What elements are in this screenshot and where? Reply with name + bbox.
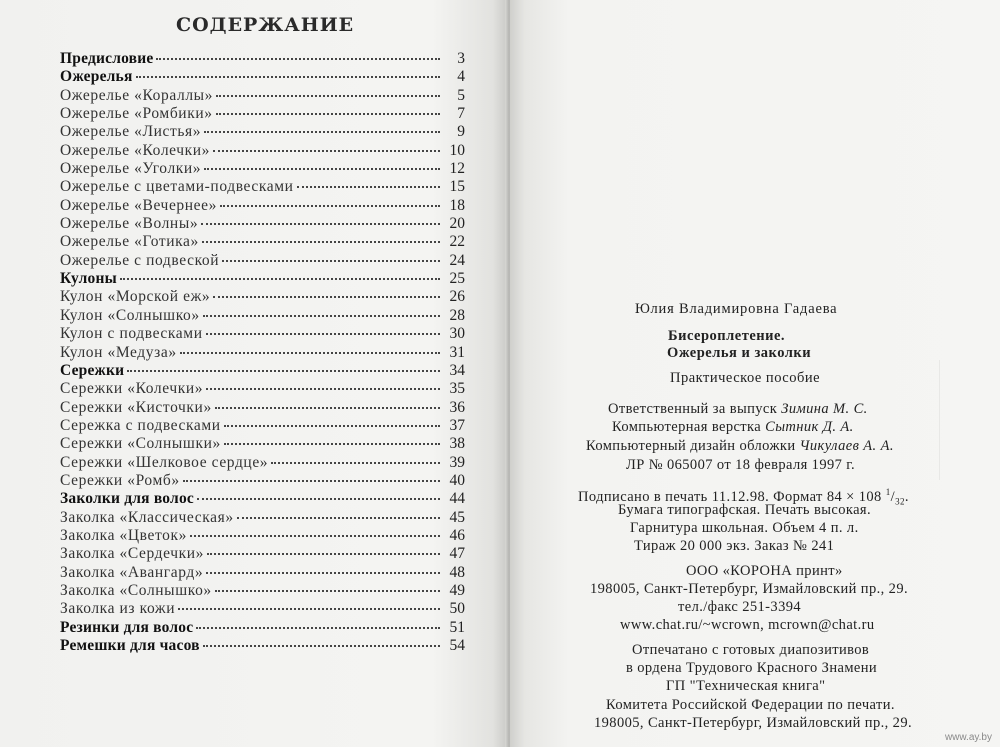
toc-page-number: 10 (449, 141, 465, 159)
toc-entry-row (60, 564, 465, 582)
signed-text: Подписано в печать 11.12.98. Формат 84 × 108 (578, 488, 882, 505)
toc-page-number: 9 (457, 123, 465, 141)
toc-entry-row (60, 142, 465, 160)
format-end: . (904, 488, 909, 505)
layout-name: Сытник Д. А. (765, 419, 854, 435)
toc-dot-leader (196, 627, 440, 629)
toc-entry-row (60, 454, 465, 472)
book-title-line1: Бисероплетение. (668, 328, 786, 344)
toc-page-number: 24 (449, 251, 465, 269)
toc-dot-leader (120, 278, 440, 280)
toc-entry-row (60, 582, 465, 600)
toc-entry-label: Ожерелье «Ромбики» (60, 105, 213, 123)
toc-page-number: 12 (449, 160, 465, 178)
cover-line (586, 437, 894, 456)
toc-page-number: 54 (449, 637, 465, 654)
toc-entry-label: Сережки (60, 361, 125, 379)
toc-page-number: 3 (457, 50, 465, 67)
show-through-shadow (939, 360, 980, 480)
toc-entry-label: Ожерелье «Волны» (60, 215, 199, 233)
paper-line: Бумага типографская. Печать высокая. (618, 502, 871, 518)
toc-page-number: 37 (449, 416, 465, 434)
toc-page-number: 34 (449, 361, 465, 379)
printed-line-4: Комитета Российской Федерации по печати. (606, 697, 895, 713)
toc-dot-leader (190, 535, 440, 537)
toc-entry-label: Ремешки для часов (60, 637, 200, 654)
toc-dot-leader (220, 205, 440, 207)
toc-page-number: 28 (449, 306, 465, 324)
toc-entry-row (60, 233, 465, 251)
toc-entry-label: Заколка «Классическая» (60, 508, 234, 526)
toc-entry-row (60, 123, 465, 141)
toc-page-number: 44 (449, 490, 465, 508)
toc-entry-label: Ожерелья (60, 68, 133, 86)
toc-entry-row (60, 435, 465, 453)
responsible-line (608, 400, 868, 419)
book-subtitle: Практическое пособие (670, 370, 821, 386)
toc-entry-label: Сережки «Шелковое сердце» (60, 453, 269, 471)
toc-dot-leader (204, 131, 440, 133)
toc-page-number: 25 (449, 270, 465, 288)
toc-entry-label: Ожерелье «Уголки» (60, 160, 202, 178)
cover-label: Компьютерный дизайн обложки (586, 438, 796, 454)
toc-page-number: 18 (449, 196, 465, 214)
toc-entry-label: Кулон «Солнышко» (60, 306, 200, 324)
toc-entry-label: Заколка «Сердечки» (60, 545, 204, 563)
toc-dot-leader (207, 553, 440, 555)
toc-entry-row (60, 380, 465, 398)
toc-entry-label: Кулон «Морской еж» (60, 288, 211, 306)
signed-line: Подписано в печать 11.12.98. Формат 84 × 108 $^1/_{32}$. (578, 487, 909, 507)
toc-entry-row (60, 252, 465, 270)
toc-dot-leader (178, 608, 440, 610)
toc-page-number: 31 (449, 343, 465, 361)
toc-dot-leader (197, 498, 440, 500)
toc-entry-label: Кулоны (60, 270, 117, 288)
toc-dot-leader (183, 480, 440, 482)
toc-entry-label: Заколка «Авангард» (60, 563, 204, 581)
toc-section-row (60, 50, 465, 68)
print-run-line: Тираж 20 000 экз. Заказ № 241 (634, 538, 835, 554)
toc-entry-row (60, 472, 465, 490)
toc-title: СОДЕРЖАНИЕ (176, 14, 355, 36)
toc-page-number: 7 (457, 105, 465, 123)
author-name: Юлия Владимировна Гадаева (635, 301, 838, 317)
toc-entry-label: Сережки «Солнышки» (60, 435, 221, 453)
toc-dot-leader (224, 443, 440, 445)
toc-page-number: 39 (449, 453, 465, 471)
printed-line-2: в ордена Трудового Красного Знамени (626, 660, 878, 676)
toc-dot-leader (224, 425, 440, 427)
toc-section-row (60, 637, 465, 655)
responsible-name: Зимина М. С. (781, 401, 868, 417)
toc-page-number: 20 (449, 215, 465, 233)
toc-dot-leader (203, 645, 440, 647)
toc-dot-leader (136, 76, 440, 78)
toc-dot-leader (203, 315, 440, 317)
layout-line (612, 418, 854, 437)
toc-section-row (60, 270, 465, 288)
toc-page-number: 26 (449, 288, 465, 306)
toc-entry-label: Кулон «Медуза» (60, 343, 177, 361)
toc-dot-leader (206, 333, 440, 335)
toc-entry-row (60, 399, 465, 417)
toc-dot-leader (206, 388, 440, 390)
toc-section-row (60, 68, 465, 86)
toc-page-number: 38 (449, 435, 465, 453)
toc-page-number: 50 (449, 600, 465, 618)
watermark: www.ay.by (944, 732, 992, 743)
toc-entry-label: Ожерелье «Кораллы» (60, 86, 214, 104)
book-title-line2: Ожерелья и заколки (667, 345, 812, 361)
toc-entry-row (60, 417, 465, 435)
toc-entry-label: Резинки для волос (60, 618, 194, 636)
toc-page-number: 5 (457, 86, 465, 104)
toc-dot-leader (180, 352, 440, 354)
toc-entry-row (60, 509, 465, 527)
toc-entry-row (60, 325, 465, 343)
toc-entry-label: Заколка из кожи (60, 600, 176, 618)
toc-entry-label: Ожерелье с подвеской (60, 251, 220, 269)
toc-page-number: 35 (449, 380, 465, 398)
toc-dot-leader (201, 223, 440, 225)
toc-entry-label: Заколки для волос (60, 490, 194, 508)
responsible-label: Ответственный за выпуск (608, 401, 778, 417)
toc-section-row (60, 490, 465, 508)
toc-entry-row (60, 178, 465, 196)
toc-dot-leader (216, 95, 440, 97)
toc-dot-leader (213, 296, 440, 298)
toc-entry-label: Заколка «Цветок» (60, 526, 187, 544)
toc-dot-leader (127, 370, 440, 372)
toc-dot-leader (216, 113, 440, 115)
cover-name: Чикулаев А. А. (799, 438, 894, 454)
toc-page-number: 36 (449, 398, 465, 416)
printed-line-1: Отпечатано с готовых диапозитивов (632, 642, 870, 658)
format-numerator: 1 (885, 487, 891, 497)
toc-entry-label: Ожерелье «Вечернее» (60, 196, 217, 214)
toc-page-number: 47 (449, 545, 465, 563)
toc-page-number: 45 (449, 508, 465, 526)
toc-entry-row (60, 87, 465, 105)
toc-dot-leader (206, 572, 440, 574)
toc-page-number: 48 (449, 563, 465, 581)
toc-entry-row (60, 344, 465, 362)
toc-entry-label: Сережки «Колечки» (60, 380, 204, 398)
toc-dot-leader (271, 462, 440, 464)
toc-entry-row (60, 105, 465, 123)
toc-dot-leader (202, 241, 440, 243)
toc-page-number: 22 (449, 233, 465, 251)
toc-entry-label: Заколка «Солнышко» (60, 581, 212, 599)
phone-line: тел./факс 251-3394 (678, 599, 802, 615)
toc-dot-leader (222, 260, 440, 262)
toc-dot-leader (204, 168, 440, 170)
toc-entry-label: Кулон с подвесками (60, 325, 203, 343)
publisher-line: ООО «КОРОНА принт» (686, 563, 843, 579)
toc-list (60, 50, 465, 655)
toc-entry-row (60, 160, 465, 178)
toc-entry-label: Ожерелье «Готика» (60, 233, 199, 251)
toc-dot-leader (237, 517, 440, 519)
printed-line-3: ГП "Техническая книга" (666, 678, 826, 694)
toc-entry-label: Сережки «Кисточки» (60, 398, 212, 416)
format-denominator: 32 (895, 496, 905, 507)
toc-page-number: 40 (449, 471, 465, 489)
toc-page-number: 51 (449, 618, 465, 636)
web-line: www.chat.ru/~wcrown, mcrown@chat.ru (620, 617, 875, 633)
publisher-address-line: 198005, Санкт-Петербург, Измайловский пр., 29. (590, 581, 909, 597)
toc-entry-row (60, 600, 465, 618)
toc-page-number: 46 (449, 526, 465, 544)
license-line: ЛР № 065007 от 18 февраля 1997 г. (626, 457, 856, 473)
printed-line-5: 198005, Санкт-Петербург, Измайловский пр., 29. (594, 715, 913, 731)
toc-entry-label: Ожерелье «Листья» (60, 123, 202, 141)
toc-entry-row (60, 545, 465, 563)
toc-entry-row (60, 215, 465, 233)
toc-entry-label: Сережки «Ромб» (60, 471, 180, 489)
toc-dot-leader (297, 186, 440, 188)
toc-page-number: 4 (457, 68, 465, 86)
toc-entry-label: Сережка с подвесками (60, 416, 221, 434)
toc-entry-row (60, 527, 465, 545)
toc-entry-label: Ожерелье «Колечки» (60, 141, 211, 159)
toc-page-number: 15 (449, 178, 465, 196)
toc-entry-row (60, 197, 465, 215)
toc-entry-label: Ожерелье с цветами-подвесками (60, 178, 294, 196)
toc-section-row (60, 619, 465, 637)
toc-page-number: 30 (449, 325, 465, 343)
toc-section-row (60, 362, 465, 380)
toc-dot-leader (215, 407, 440, 409)
toc-entry-row (60, 288, 465, 306)
layout-label: Компьютерная верстка (612, 419, 762, 435)
toc-dot-leader (156, 58, 440, 60)
toc-entry-label: Предисловие (60, 50, 154, 67)
toc-dot-leader (215, 590, 440, 592)
toc-dot-leader (213, 150, 440, 152)
typeface-line: Гарнитура школьная. Объем 4 п. л. (630, 520, 859, 536)
toc-page-number: 49 (449, 581, 465, 599)
toc-entry-row (60, 307, 465, 325)
